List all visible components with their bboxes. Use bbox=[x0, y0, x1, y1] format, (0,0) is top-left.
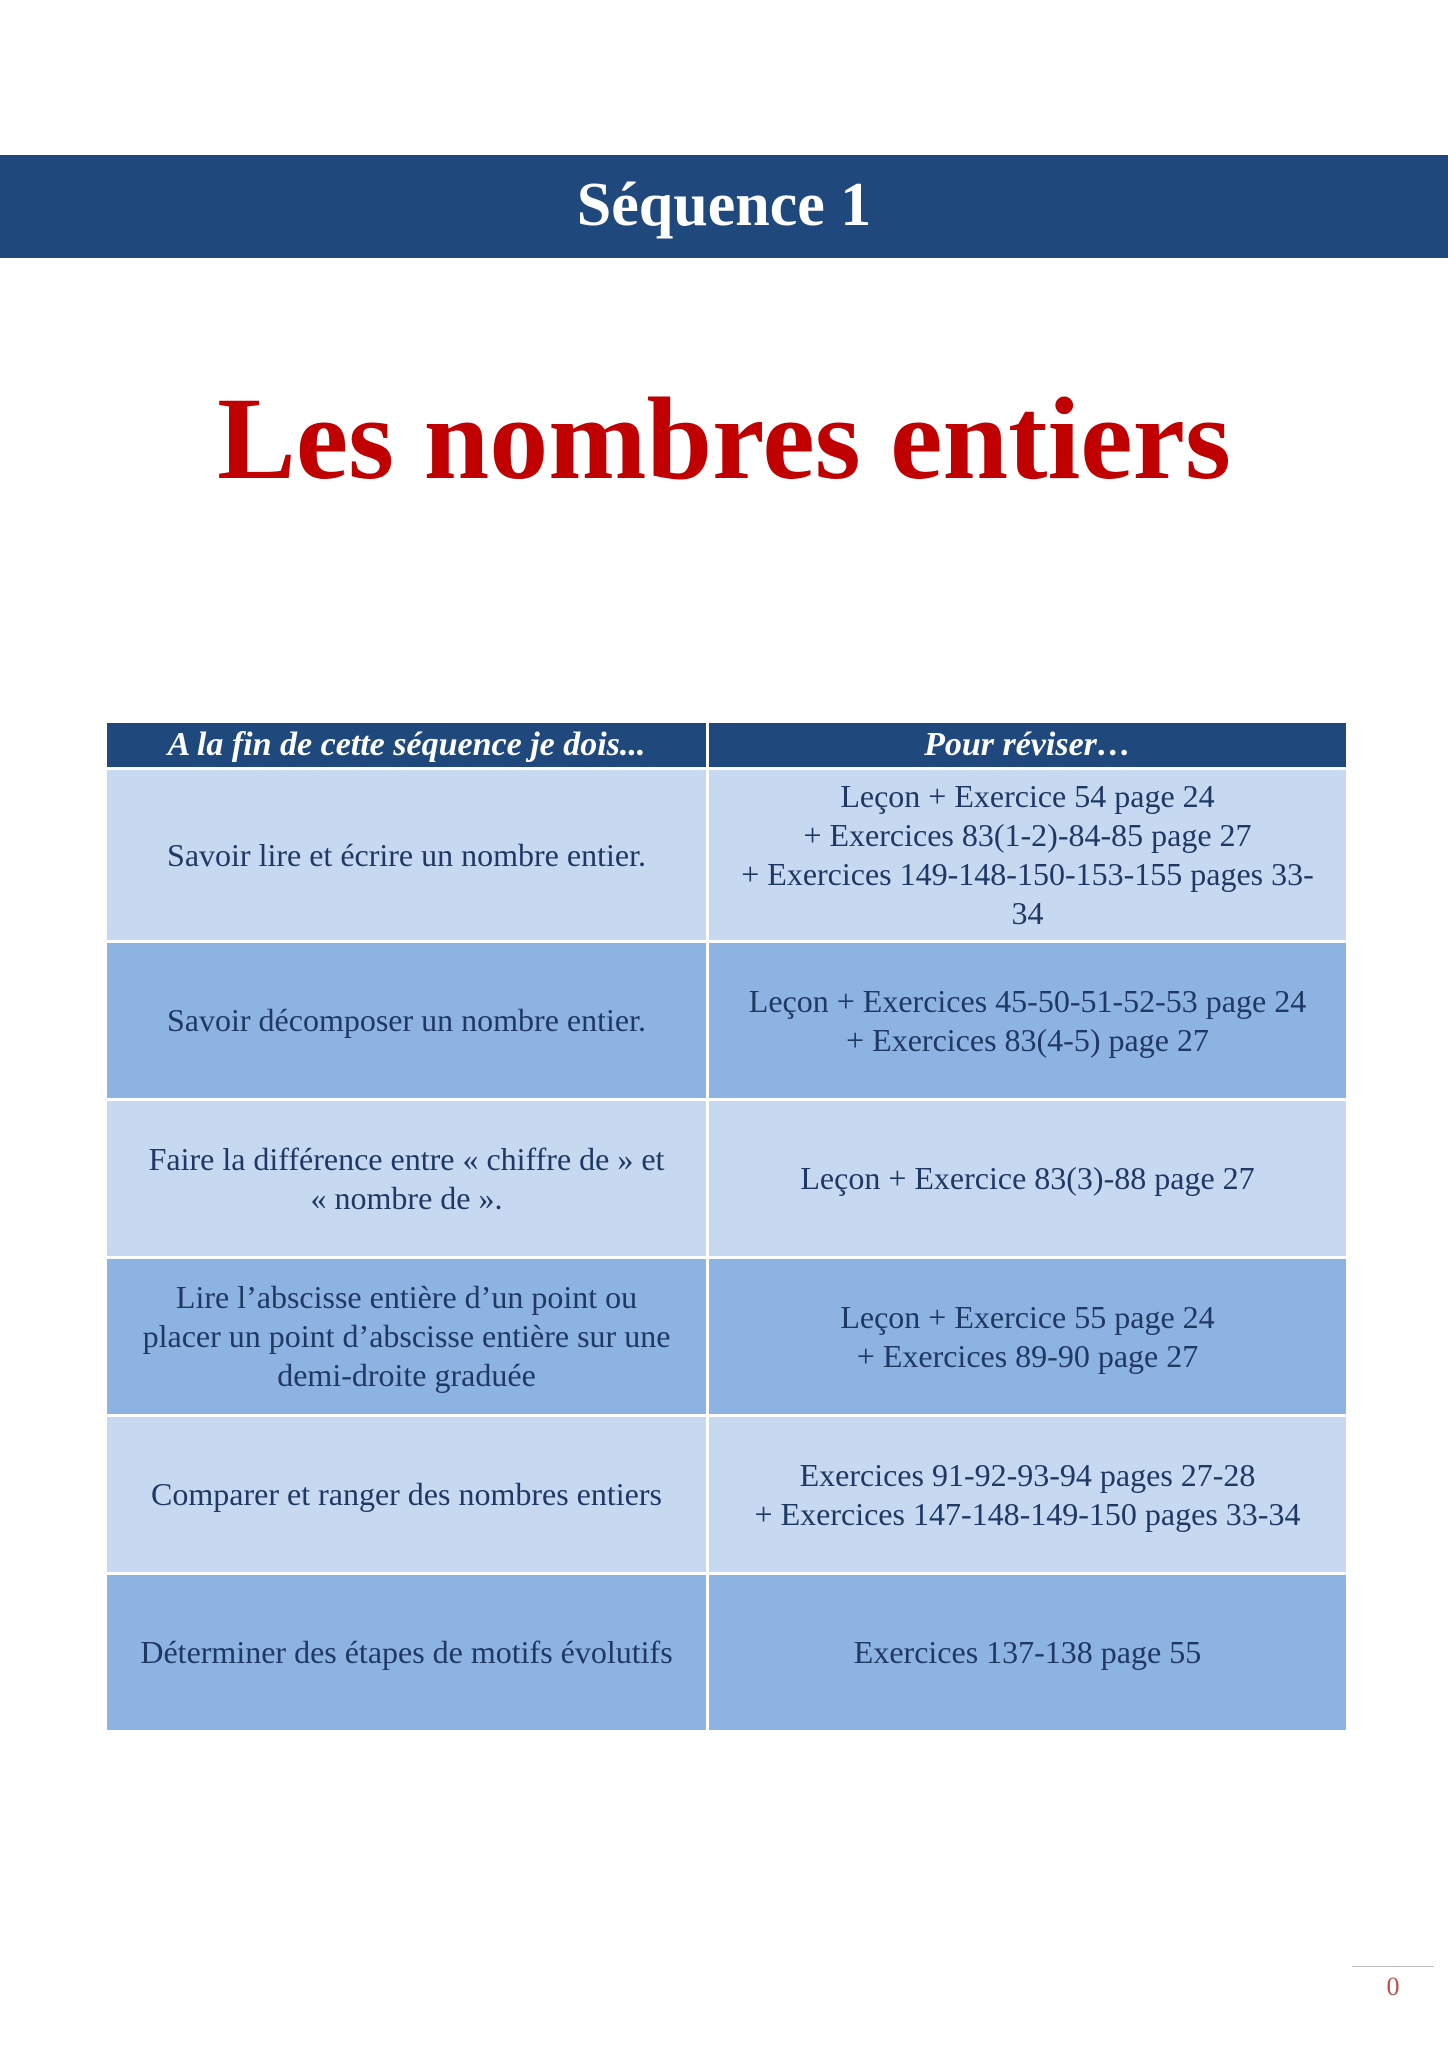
objective-cell bbox=[106, 1258, 708, 1416]
revision-cell bbox=[708, 1258, 1348, 1416]
revision-line: Exercices 91-92-93-94 pages 27-28 bbox=[799, 1456, 1256, 1493]
sequence-banner bbox=[0, 155, 1448, 258]
revision-line: 34 bbox=[1011, 895, 1044, 931]
table-header-row bbox=[106, 722, 1348, 769]
objective-line: Déterminer des étapes de motifs évolutifs bbox=[140, 1634, 673, 1670]
objective-line: Lire l’abscisse entière d’un point ou bbox=[175, 1279, 638, 1315]
revision-line: + Exercices 147-148-149-150 pages 33-34 bbox=[754, 1495, 1301, 1532]
page-number: 0 bbox=[1386, 1972, 1400, 2001]
table-row bbox=[106, 1574, 1348, 1732]
page-title: Les nombres entiers bbox=[217, 373, 1231, 504]
revision-line: Leçon + Exercice 83(3)-88 page 27 bbox=[800, 1160, 1255, 1196]
objectives-table bbox=[104, 720, 1349, 1733]
objective-cell bbox=[106, 769, 708, 942]
revision-line: + Exercices 83(1-2)-84-85 page 27 bbox=[803, 817, 1252, 853]
objective-cell bbox=[106, 1574, 708, 1732]
objective-line: Faire la différence entre « chiffre de » et bbox=[148, 1140, 665, 1177]
table-row bbox=[106, 942, 1348, 1100]
revision-line: Leçon + Exercice 55 page 24 bbox=[840, 1298, 1215, 1335]
revision-line: + Exercices 149-148-150-153-155 pages 33- bbox=[741, 856, 1314, 892]
footer-divider bbox=[1352, 1966, 1434, 1967]
objective-line: Comparer et ranger des nombres entiers bbox=[151, 1476, 662, 1512]
revision-cell bbox=[708, 1574, 1348, 1732]
revision-line: Leçon + Exercice 54 page 24 bbox=[840, 778, 1215, 814]
objective-cell bbox=[106, 1100, 708, 1258]
objective-line: demi-droite graduée bbox=[277, 1357, 536, 1393]
table-row bbox=[106, 769, 1348, 942]
objective-cell bbox=[106, 1416, 708, 1574]
revision-cell bbox=[708, 769, 1348, 942]
header-revision: Pour réviser… bbox=[708, 722, 1348, 769]
objective-line: « nombre de ». bbox=[310, 1179, 503, 1216]
revision-cell bbox=[708, 1100, 1348, 1258]
revision-cell bbox=[708, 942, 1348, 1100]
sequence-title: Séquence 1 bbox=[576, 170, 872, 239]
objective-line: placer un point d’abscisse entière sur une bbox=[142, 1318, 671, 1354]
revision-line: + Exercices 83(4-5) page 27 bbox=[846, 1021, 1209, 1058]
objective-line: Savoir lire et écrire un nombre entier. bbox=[167, 836, 646, 873]
revision-line: Leçon + Exercices 45-50-51-52-53 page 24 bbox=[748, 982, 1307, 1019]
table-row bbox=[106, 1100, 1348, 1258]
revision-cell bbox=[708, 1416, 1348, 1574]
table-row bbox=[106, 1416, 1348, 1574]
revision-line: + Exercices 89-90 page 27 bbox=[856, 1337, 1199, 1374]
header-objectives: A la fin de cette séquence je dois... bbox=[106, 722, 708, 769]
objective-cell bbox=[106, 942, 708, 1100]
objective-line: Savoir décomposer un nombre entier. bbox=[167, 1002, 646, 1038]
revision-line: Exercices 137-138 page 55 bbox=[853, 1634, 1202, 1670]
table-row bbox=[106, 1258, 1348, 1416]
